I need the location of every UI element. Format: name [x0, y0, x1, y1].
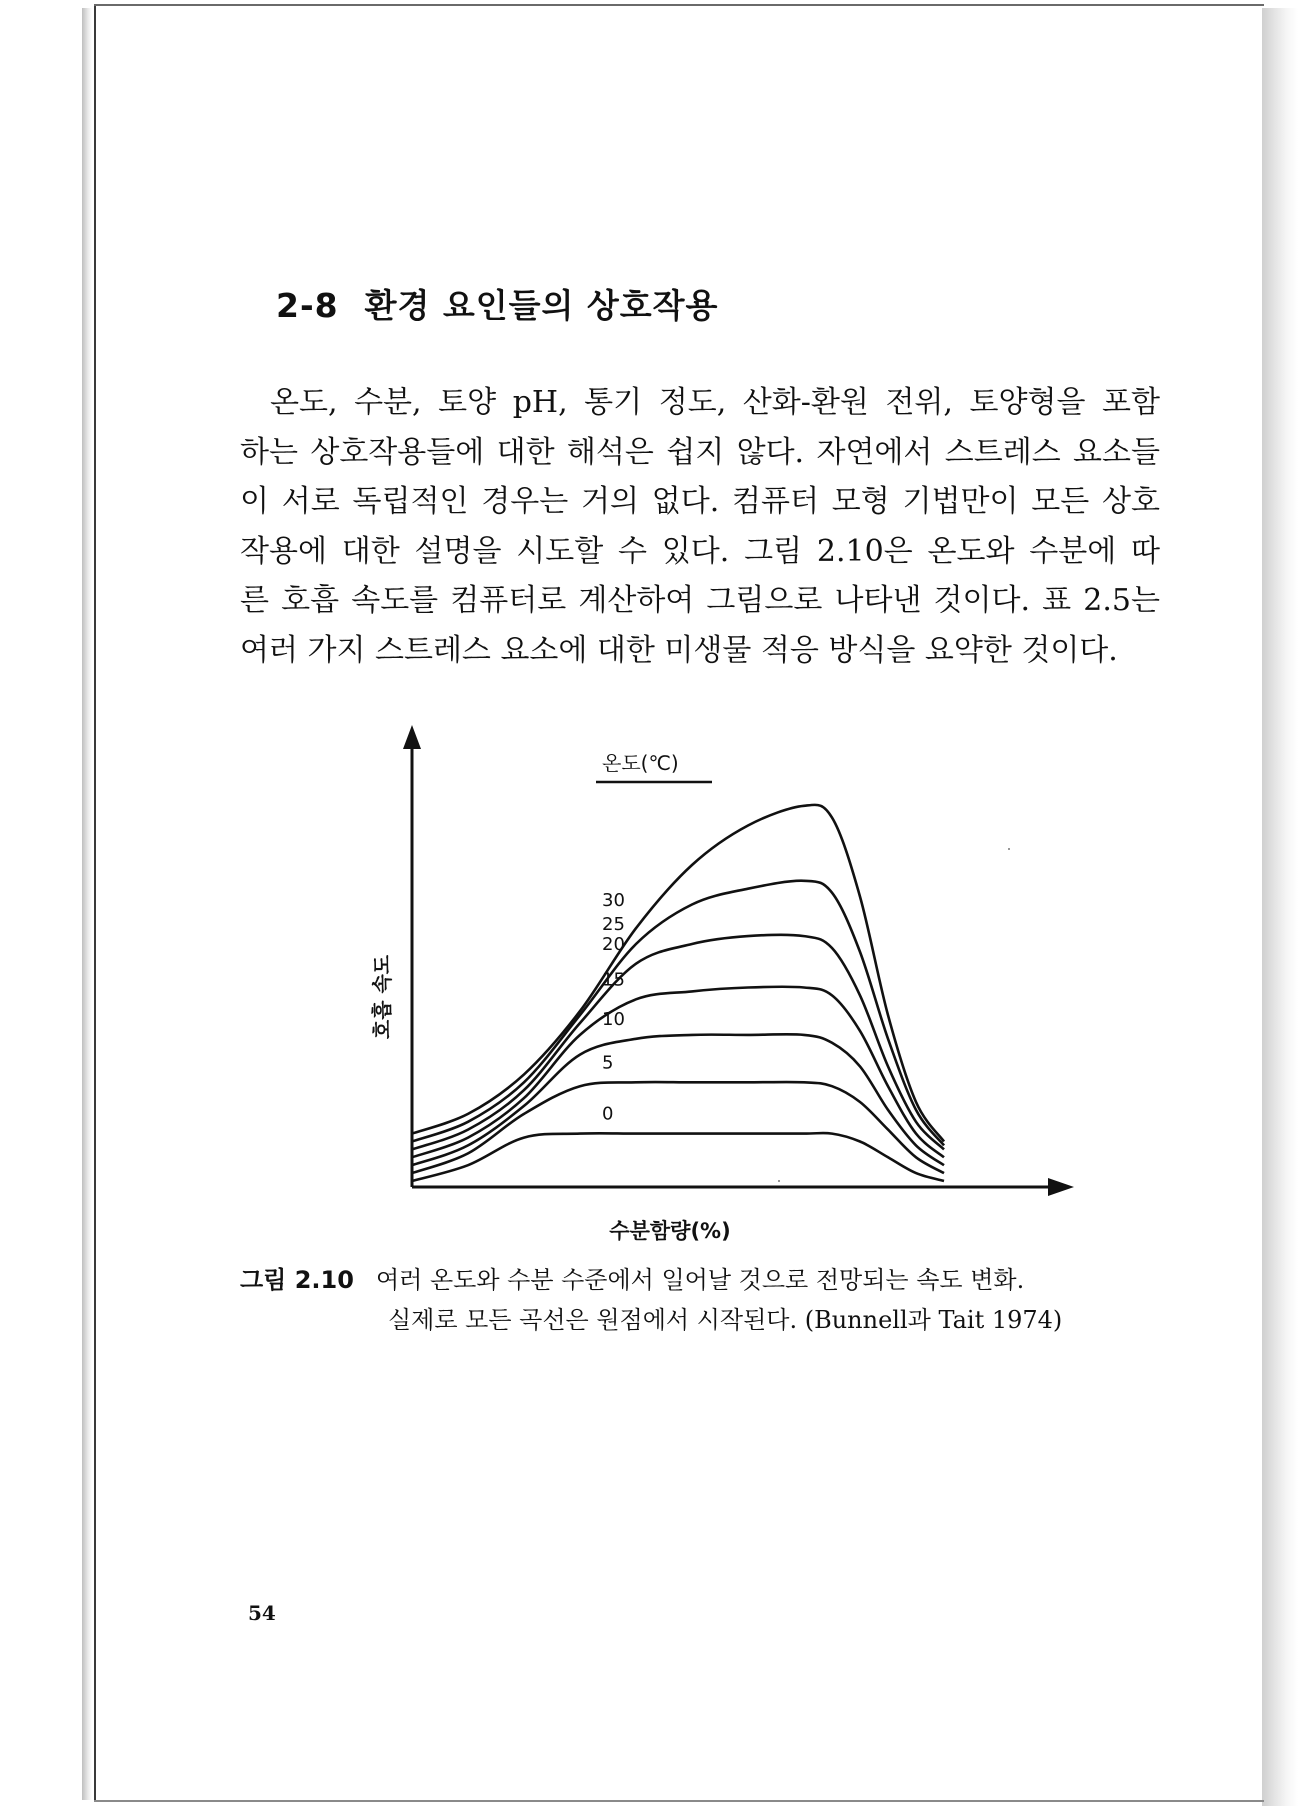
paragraph-line: 작용에 대한 설명을 시도할 수 있다. 그림 2.10은 온도와 수분에 따 — [240, 533, 1160, 569]
figure-caption — [240, 1260, 1190, 1340]
series-label-20: 20 — [602, 933, 625, 955]
series-label-25: 25 — [602, 914, 625, 935]
section-number: 2-8 — [276, 286, 339, 325]
body-paragraph — [240, 378, 1160, 675]
caption-line-1: 여러 온도와 수분 수준에서 일어날 것으로 전망되는 속도 변화. — [375, 1266, 1025, 1294]
caption-label: 그림 2.10 — [240, 1266, 354, 1294]
y-axis-arrowhead — [403, 725, 421, 749]
x-axis-arrowhead — [1048, 1178, 1074, 1196]
page-left-border — [94, 6, 96, 1802]
paragraph-line: 여러 가지 스트레스 요소에 대한 미생물 적응 방식을 요약한 것이다. — [240, 632, 1118, 668]
curve-5c — [412, 1082, 944, 1173]
section-heading — [276, 280, 718, 327]
series-label-0: 0 — [602, 1103, 614, 1125]
paragraph-line: 하는 상호작용들에 대한 해석은 쉽지 않다. 자연에서 스트레스 요소들 — [240, 434, 1160, 470]
page-binding-shadow — [82, 8, 92, 1800]
curve-30c — [412, 805, 944, 1142]
y-axis-label: 호흡 속도 — [370, 954, 394, 1040]
curve-0c — [412, 1133, 944, 1181]
scan-speck — [1008, 848, 1010, 850]
page-bottom-border — [94, 1800, 1264, 1802]
legend-title: 온도(℃) — [602, 751, 679, 775]
paragraph-line: 른 호흡 속도를 컴퓨터로 계산하여 그림으로 나타낸 것이다. 표 2.5는 — [240, 583, 1160, 618]
respiration-chart — [340, 725, 1080, 1245]
section-title: 환경 요인들의 상호작용 — [364, 286, 719, 325]
paragraph-line: 이 서로 독립적인 경우는 거의 없다. 컴퓨터 모형 기법만이 모든 상호 — [240, 484, 1160, 519]
page-number: 54 — [248, 1601, 276, 1625]
series-label-30: 30 — [602, 890, 625, 912]
page-right-shadow — [1262, 8, 1298, 1806]
series-label-15: 15 — [602, 969, 625, 991]
page-top-border — [94, 4, 1264, 6]
caption-line-2: 실제로 모든 곡선은 원점에서 시작된다. (Bunnell과 Tait 1974) — [388, 1306, 1063, 1334]
scan-speck — [778, 1180, 780, 1182]
figure-2-10 — [340, 725, 1080, 1245]
series-label-10: 10 — [602, 1008, 625, 1030]
x-axis-label: 수분함량(%) — [609, 1219, 731, 1243]
series-label-5: 5 — [602, 1052, 614, 1074]
paragraph-line: 온도, 수분, 토양 pH, 통기 정도, 산화-환원 전위, 토양형을 포함 — [270, 385, 1160, 420]
